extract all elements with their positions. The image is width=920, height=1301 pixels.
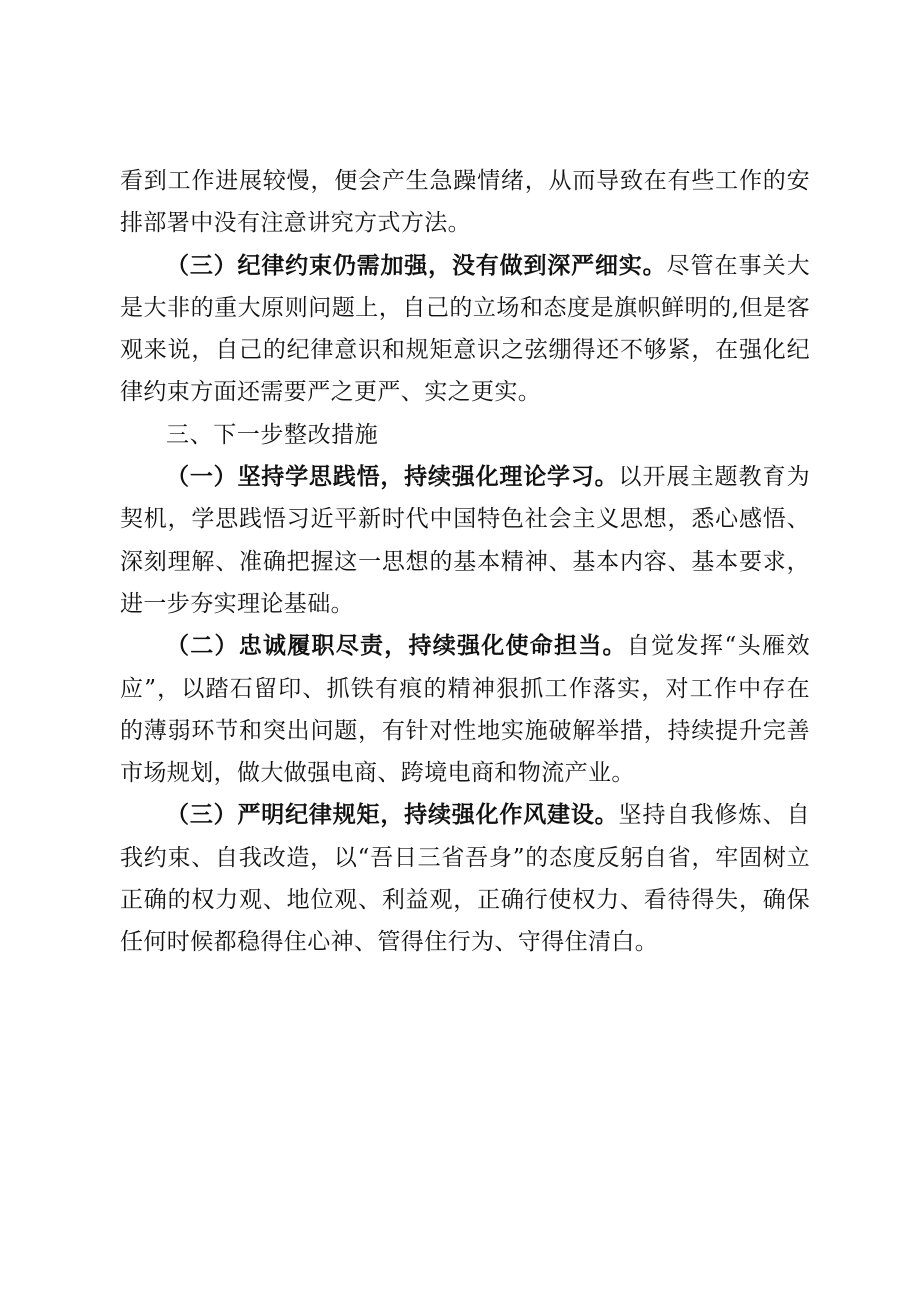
document-body xyxy=(120,160,810,964)
paragraph-measure-2 xyxy=(120,625,810,794)
paragraph-measure-3 xyxy=(120,794,810,963)
paragraph-discipline xyxy=(120,245,810,414)
section-heading: 三、下一步整改措施 xyxy=(166,421,379,448)
paragraph-lead: （三）纪律约束仍需加强，没有做到深严细实。 xyxy=(166,252,667,279)
paragraph-measure-1 xyxy=(120,456,810,625)
paragraph-text: 尽管在事关大是大非的重大原则问题上，自己的立场和态度是旗帜鲜明的,但是客观来说，自己的纪律意识和规矩意识之弦绷得还不够紧，在强化纪律约束方面还需要严之更严、实之更实。 xyxy=(120,252,811,406)
paragraph-continuation xyxy=(120,160,810,245)
paragraph-text: 以开展主题教育为契机，学思践悟习近平新时代中国特色社会主义思想，悉心感悟、深刻理解、准确把握这一思想的基本精神、基本内容、基本要求，进一步夯实理论基础。 xyxy=(120,464,810,617)
paragraph-lead: （一）坚持学思践悟，持续强化理论学习。 xyxy=(166,464,619,491)
paragraph-text: 看到工作进展较慢，便会产生急躁情绪，从而导致在有些工作的安排部署中没有注意讲究方式方法。 xyxy=(120,168,810,237)
paragraph-lead: （三）严明纪律规矩，持续强化作风建设。 xyxy=(166,802,619,829)
paragraph-lead: （二）忠诚履职尽责，持续强化使命担当。 xyxy=(166,633,627,660)
paragraph-text: 自觉发挥“头雁效应”，以踏石留印、抓铁有痕的精神狠抓工作落实，对工作中存在的薄弱环节和突出问题，有针对性地实施破解举措，持续提升完善市场规划，做大做强电商、跨境电商和物流产业。 xyxy=(120,633,810,787)
paragraph-text: 坚持自我修炼、自我约束、自我改造，以“吾日三省吾身”的态度反躬自省，牢固树立正确的权力观、地位观、利益观，正确行使权力、看待得失，确保任何时候都稳得住心神、管得住行为、守得住清白。 xyxy=(120,802,810,956)
